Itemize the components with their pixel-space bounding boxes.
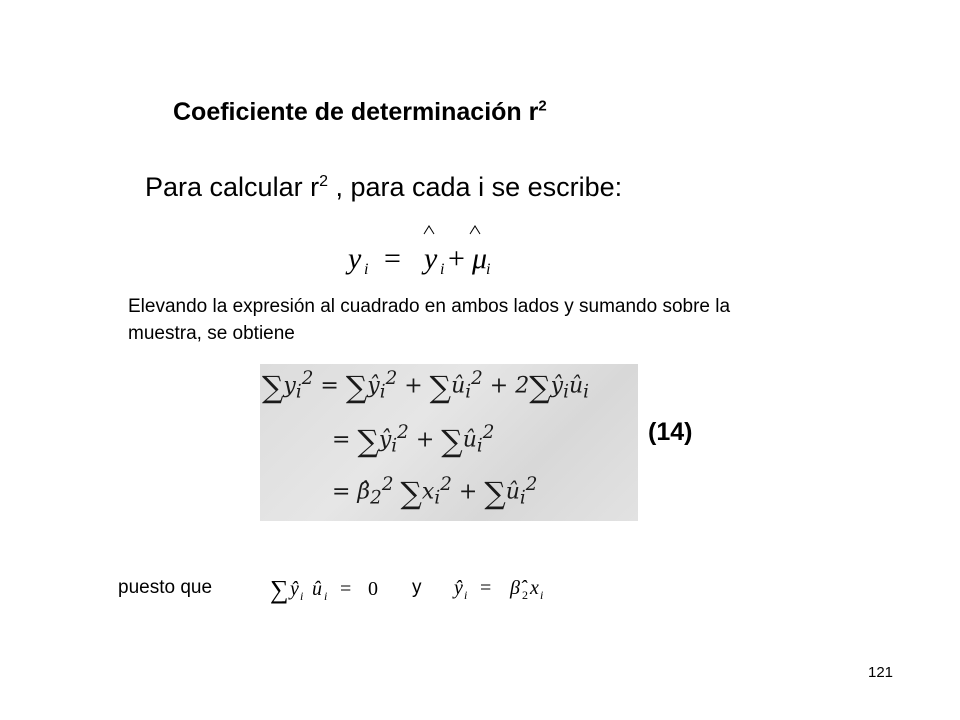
equation-decomposition: [340, 222, 510, 280]
eq1-y: y: [348, 242, 362, 275]
eq1-plus: +: [448, 242, 465, 275]
intro-superscript: 2: [319, 173, 328, 190]
eq3-beta: β̂: [510, 577, 520, 599]
eq2-sigma: ∑: [270, 575, 289, 604]
eq2-equals: =: [340, 578, 352, 600]
scan-eq-line-1: $\sum y_i^2$ = $\sum ŷ_i^2$ + $\sum û_i^2$ + $2\sum ŷ_iû_i$: [262, 368, 589, 406]
hat-y-icon: [424, 226, 434, 234]
scan-eq-line-2: = $\sum ŷ_i^2$ + $\sum û_i^2$: [332, 422, 495, 460]
hat-mu-icon: [470, 226, 480, 234]
eq1-sub-i2: i: [440, 261, 445, 278]
scan-eq-line-3: = $\betâ_2^2$ $\sum x_i^2$ + $\sum û_i^2$: [332, 474, 538, 512]
eq2-uhat: û: [312, 578, 322, 600]
eq2-sub-i2: i: [324, 589, 328, 603]
eq1-yhat: y: [424, 242, 438, 275]
slide-title-text: Coeficiente de determinación r: [173, 98, 539, 126]
eq3-sub-2: 2: [522, 588, 528, 602]
intro-text-before: Para calcular r: [145, 172, 320, 202]
scanned-equation-image: [260, 364, 638, 521]
eq3-sub-i2: i: [540, 588, 544, 602]
equation-fitted-values: [452, 566, 562, 606]
eq2-sub-i: i: [300, 589, 304, 603]
explanation-paragraph: Elevando la expresión al cuadrado en ambos lados y sumando sobre la muestra, se obtiene: [128, 296, 731, 344]
slide-title: [173, 98, 547, 127]
eq3-yhat: ŷ: [454, 577, 463, 599]
eq3-x: x: [530, 577, 539, 599]
page-number: 121: [868, 664, 894, 681]
slide-title-superscript: 2: [538, 97, 547, 115]
eq1-mu: μ: [472, 242, 488, 275]
eq3-sub-i: i: [464, 588, 468, 602]
intro-text-after: , para cada i se escribe:: [327, 172, 623, 202]
equation-orthogonality: [268, 568, 398, 608]
eq1-equals: =: [384, 242, 401, 275]
conjunction-y: y: [412, 577, 422, 598]
puesto-que-label: puesto que: [118, 577, 213, 598]
eq3-equals: =: [480, 577, 492, 599]
eq2-yhat: ŷ: [290, 578, 299, 600]
eq1-sub-i3: i: [486, 261, 491, 278]
eq1-sub-i: i: [364, 261, 369, 278]
eq2-zero: 0: [368, 578, 378, 600]
equation-number: (14): [648, 418, 693, 446]
intro-line: [145, 172, 622, 203]
